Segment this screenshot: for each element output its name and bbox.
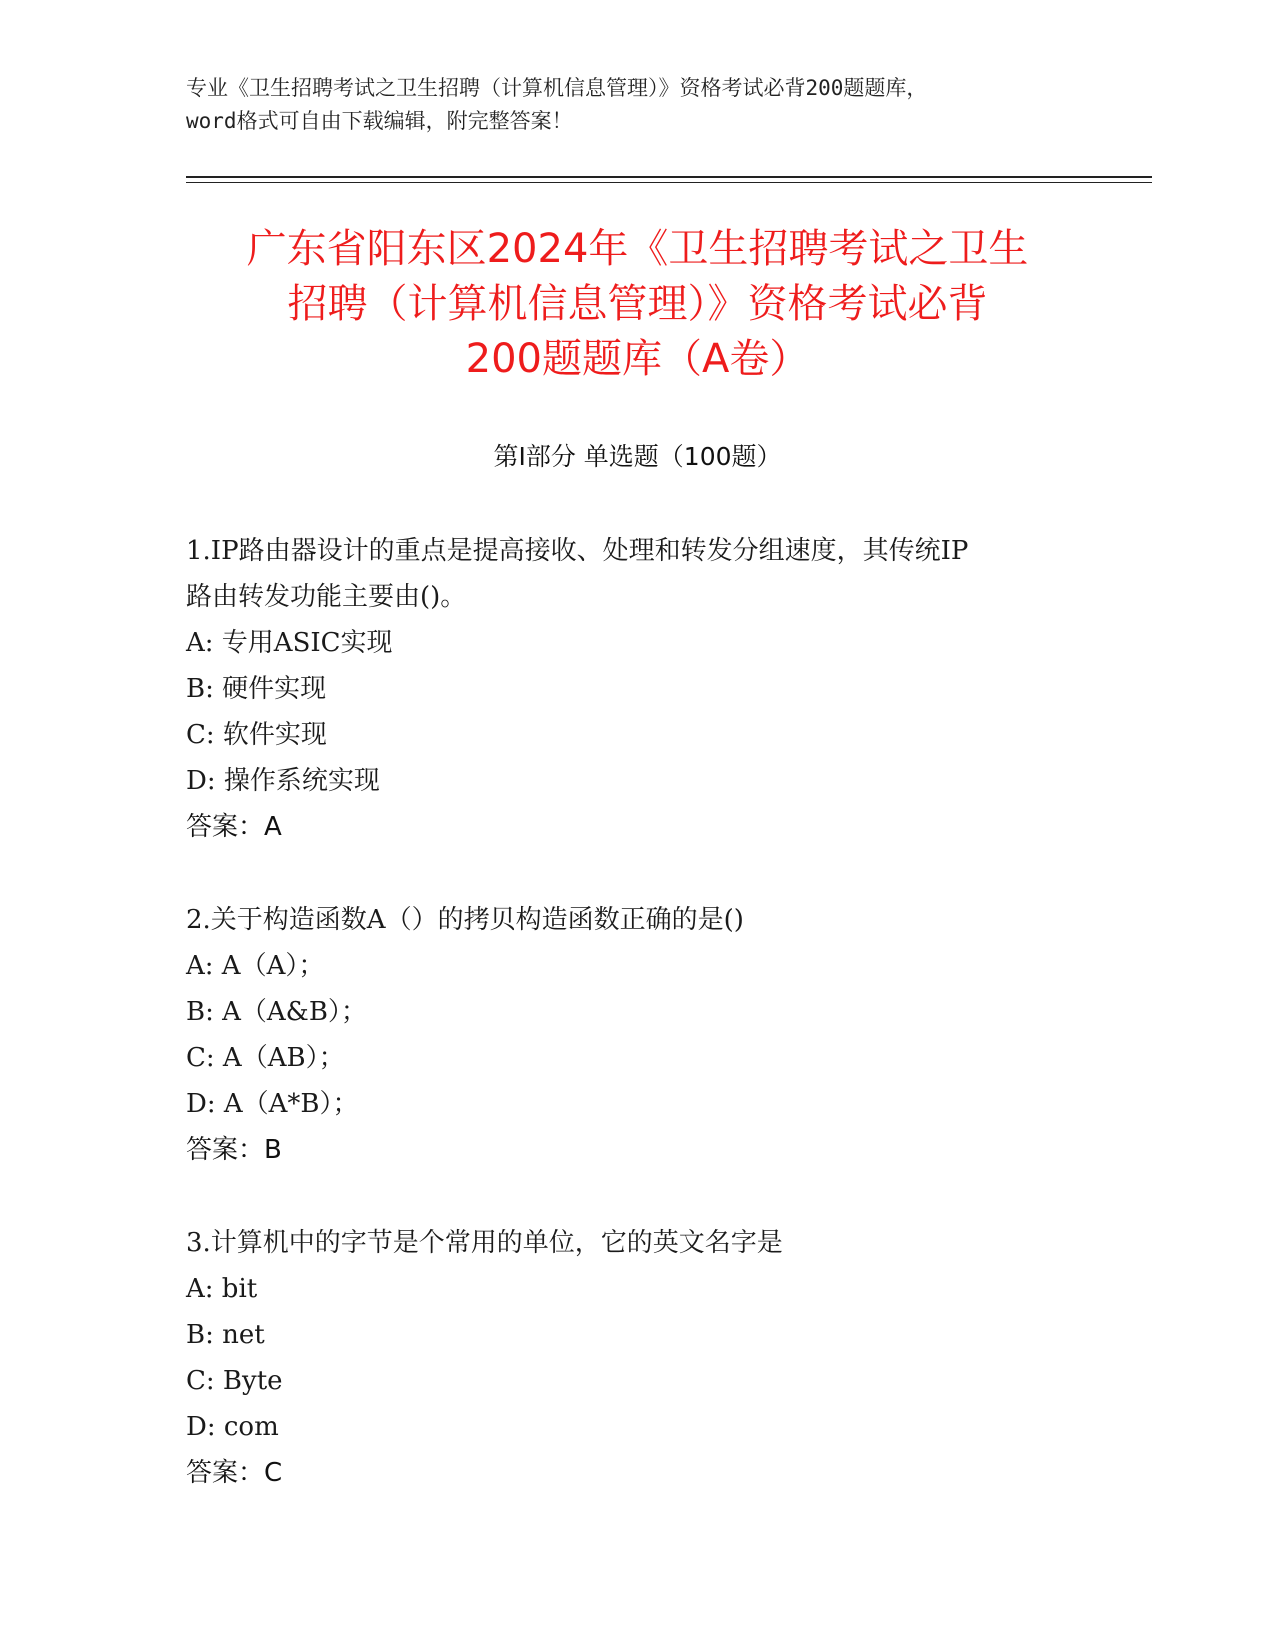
document-title (150, 222, 1125, 387)
answer: 答案：C (186, 1458, 283, 1488)
option-b: B: net (186, 1320, 265, 1350)
option-b: B: 硬件实现 (186, 674, 327, 704)
intro-line-2: word格式可自由下载编辑，附完整答案！ (186, 109, 573, 133)
option-c: C: A（AB）； (186, 1043, 345, 1073)
option-d: D: 操作系统实现 (186, 766, 380, 796)
question-list (186, 528, 1086, 1543)
question-stem: 2.关于构造函数A（）的拷贝构造函数正确的是() (186, 905, 744, 935)
answer: 答案：A (186, 812, 282, 842)
title-line-2: 招聘（计算机信息管理）》资格考试必背 (287, 281, 988, 327)
title-line-3: 200题题库（A卷） (465, 336, 810, 382)
option-d: D: com (186, 1412, 279, 1442)
question-item (186, 1220, 1086, 1496)
option-c: C: 软件实现 (186, 720, 327, 750)
question-stem: 1.IP路由器设计的重点是提高接收、处理和转发分组速度，其传统IP (186, 536, 969, 566)
question-stem: 3.计算机中的字节是个常用的单位，它的英文名字是 (186, 1228, 783, 1258)
header-divider-thin (186, 182, 1152, 183)
question-item (186, 528, 1086, 850)
intro-line-1: 专业《卫生招聘考试之卫生招聘（计算机信息管理）》资格考试必背200题题库， (186, 76, 928, 100)
header-divider-thick (186, 176, 1152, 178)
option-c: C: Byte (186, 1366, 283, 1396)
option-d: D: A（A*B）； (186, 1089, 359, 1119)
option-b: B: A（A&B）； (186, 997, 367, 1027)
option-a: A: bit (186, 1274, 258, 1304)
answer: 答案：B (186, 1135, 282, 1165)
option-a: A: A（A）； (186, 951, 325, 981)
document-intro-note (186, 72, 1086, 138)
section-heading: 第Ⅰ部分 单选题（100题） (493, 442, 782, 471)
title-line-1: 广东省阳东区2024年《卫生招聘考试之卫生 (246, 226, 1029, 272)
option-a: A: 专用ASIC实现 (186, 628, 393, 658)
question-item (186, 897, 1086, 1173)
question-stem-continued: 路由转发功能主要由()。 (186, 582, 467, 612)
